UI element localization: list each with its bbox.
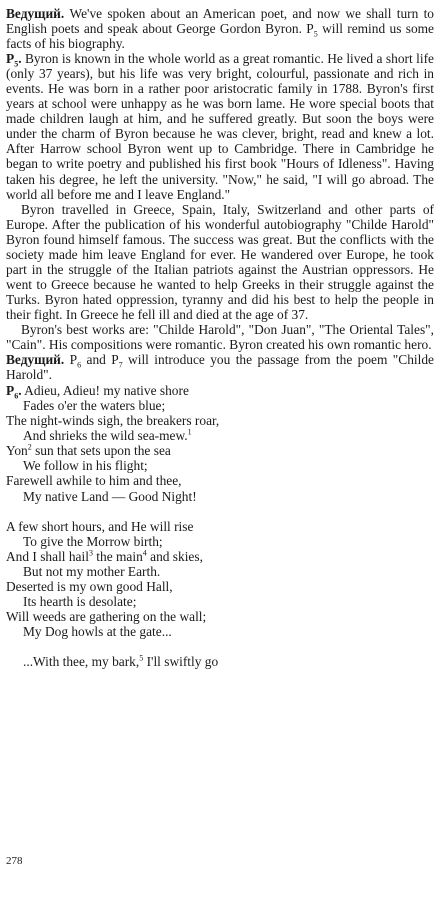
poem-line: Will weeds are gathering on the wall; xyxy=(6,608,207,624)
poem-line: And I shall hail$^3$ the main$^4$ and skies, xyxy=(6,548,203,564)
intro-text: We've spoken about an American poet, and now we shall turn to English poets and speak about George Gordon Byron. P xyxy=(6,6,434,37)
page-number: 278 xyxy=(6,855,23,867)
poem-line: But not my mother Earth. xyxy=(23,563,161,579)
poem-line: Fades o'er the waters blue; xyxy=(23,398,166,414)
speaker-label: $P_5$. xyxy=(6,51,22,69)
speaker-label: $P_6$. xyxy=(6,383,22,401)
bio-paragraph-1 xyxy=(6,51,434,201)
poem-line: Its hearth is desolate; xyxy=(23,593,137,609)
poem-line: Deserted is my own good Hall, xyxy=(6,578,173,594)
prose-section xyxy=(6,6,434,382)
intro-paragraph xyxy=(6,6,434,51)
stanza-gap xyxy=(6,639,434,654)
poem-line: My Dog howls at the gate... xyxy=(23,623,172,639)
bio-paragraph-2: Byron travelled in Greece, Spain, Italy, Switzerland and other parts of Europe. After the publication of his wonderful autobiography "Childe Harold" Byron found himself famous. The success was great. But the conflicts with the society made him leave England for ever. He wandered over Europe, he took part in the struggle of the Italian patriots against the Austrian oppressors. He went to Greece because he wanted to help Greeks in their struggle against the Turks. Byron hated oppression, tyranny and did his best to help the people in their fight. In Greece he fell ill and died at the age of 37. xyxy=(6,201,434,322)
intro2-paragraph: Ведущий. $P_6$ and $P_7$ will introduce you the passage from the poem "Childe Harold". xyxy=(6,352,434,383)
intro-text-end: will remind us some facts of his biography. xyxy=(6,21,435,52)
poem-line: Yon$^2$ sun that sets upon the sea xyxy=(6,442,171,459)
bio-paragraph-3: Byron's best works are: "Childe Harold", "Don Juan", "The Oriental Tales", "Cain". His compositions were romantic. Byron created his own romantic hero. xyxy=(6,321,434,353)
poem-line: To give the Morrow birth; xyxy=(23,533,163,549)
poem-section xyxy=(6,383,434,669)
bio-text-1: Byron is known in the whole world as a great romantic. He lived a short life (only 37 years), but his life was very bright, colourful, passionate and rich in events. He was born in a rather poor aristocratic family in 1788. Byron's first years at school were unhappy as he was born lame. He wore special boots that made children laugh at him, and he suffered greatly. But soon the boys were under the charm of Byron because he was clever, bright, read and knew a lot. After Harrow school Byron went up to Cambridge. There in Cambridge he began to write poetry and published his first book "Hours of Idleness". Having taken his degree, he left the university. "Now," he said, "I will go abroad. The world all before me and I leave England." xyxy=(6,51,434,202)
speaker-label: Ведущий. xyxy=(6,352,65,368)
pupil-subscript: 5 xyxy=(313,29,318,39)
poem-line: We follow in his flight; xyxy=(23,458,148,474)
stanza-gap xyxy=(6,504,434,519)
poem-line: The night-winds sigh, the breakers roar, xyxy=(6,413,220,429)
speaker-label: Ведущий. xyxy=(6,6,65,21)
poem-line: A few short hours, and He will rise xyxy=(6,518,194,534)
poem-line: $P_6$. Adieu, Adieu! my native shore xyxy=(6,383,189,401)
poem-line: My native Land — Good Night! xyxy=(23,488,197,504)
poem-line: Farewell awhile to him and thee, xyxy=(6,473,182,489)
poem-line: And shrieks the wild sea-mew.$^1$ xyxy=(23,427,192,444)
poem-line: ...With thee, my bark,$^5$ I'll swiftly go xyxy=(23,653,219,669)
